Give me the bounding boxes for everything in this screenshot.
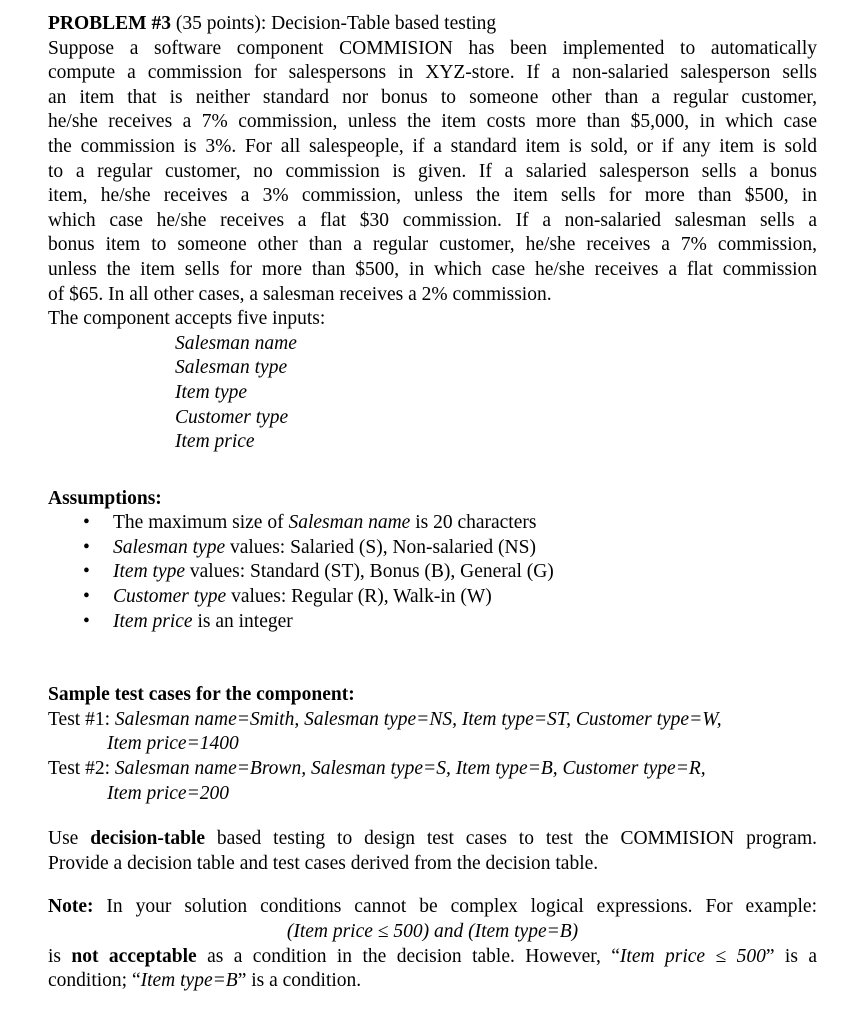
- task-line: [48, 827, 817, 852]
- input-item: Item type: [175, 381, 248, 403]
- intro-line: which case he/she receives a flat $30 commission. If a non-salaried salesman sells a: [48, 209, 817, 231]
- intro-line: of $65. In all other cases, a salesman receives a 2% commission.: [48, 283, 552, 305]
- assumption-item: [48, 536, 817, 561]
- assumption-text: values: Regular (R), Walk-in (W): [226, 586, 492, 608]
- task-line: Provide a decision table and test cases derived from the decision table.: [48, 852, 599, 874]
- assumption-text: values: Salaried (S), Non-salaried (NS): [225, 536, 536, 558]
- task-text: based testing to design test cases to test the COMMISION program.: [205, 828, 818, 850]
- assumption-term: Salesman type: [113, 536, 226, 558]
- note-paragraph: [48, 895, 817, 993]
- test-case-line: [48, 708, 817, 733]
- assumption-item: [48, 511, 817, 536]
- sample-tests-heading: Sample test cases for the component:: [48, 684, 355, 706]
- note-emphasis: not acceptable: [71, 945, 197, 967]
- input-item: Customer type: [175, 406, 289, 428]
- intro-paragraph: [48, 37, 817, 308]
- note-closing-line: [48, 969, 817, 994]
- inputs-list: [48, 332, 817, 455]
- test-case-label: Test #1:: [48, 708, 115, 730]
- note-text: ” is a condition.: [237, 970, 362, 992]
- input-item: Salesman type: [175, 357, 288, 379]
- note-closing-line: [48, 945, 817, 970]
- intro-line: Suppose a software component COMMISION has been implemented to automatically: [48, 37, 817, 59]
- note-condition-term: Item type=B: [140, 970, 238, 992]
- test-case-continuation: Item price=1400: [107, 733, 239, 755]
- test-case-line: [48, 757, 817, 782]
- task-paragraph: [48, 827, 817, 876]
- assumption-text: is an integer: [192, 610, 293, 632]
- assumption-term: Item price: [113, 610, 193, 632]
- test-case-values: Salesman name=Smith, Salesman type=NS, Item type=ST, Customer type=W,: [114, 708, 722, 730]
- note-text: as a condition in the decision table. However, “: [196, 945, 620, 967]
- note-condition-term: Item price ≤ 500: [619, 945, 766, 967]
- intro-line: to a regular customer, no commission is given. If a salaried salesperson sells a bonus: [48, 160, 817, 182]
- note-label: Note:: [48, 896, 94, 918]
- intro-line: item, he/she receives a 3% commission, unless the item sells for more than $500, in: [48, 185, 817, 207]
- note-text: condition; “: [48, 970, 141, 992]
- intro-line: the commission is 3%. For all salespeople, if a standard item is sold, or if any item is sold: [48, 135, 817, 157]
- assumption-item: [48, 560, 817, 585]
- input-item: Salesman name: [175, 332, 297, 354]
- test-cases: [48, 708, 817, 806]
- assumption-text: values: Standard (ST), Bonus (B), General (G): [185, 561, 554, 583]
- note-example: (Item price ≤ 500) and (Item type=B): [286, 921, 579, 942]
- assumption-text: is 20 characters: [410, 512, 537, 534]
- problem-title-suffix: (35 points): Decision-Table based testing: [170, 13, 497, 34]
- assumption-item: [48, 610, 817, 635]
- test-case-continuation: Item price=200: [107, 782, 229, 804]
- assumption-term: Item type: [113, 561, 186, 583]
- task-emphasis: decision-table: [90, 828, 206, 850]
- intro-line: bonus item to someone other than a regular customer, he/she receives a 7% commission,: [48, 234, 817, 256]
- assumption-term: Customer type: [113, 586, 227, 608]
- input-item: Item price: [175, 431, 255, 453]
- test-case-label: Test #2:: [48, 758, 115, 780]
- problem-title-number: PROBLEM #3: [48, 13, 171, 34]
- note-text: In your solution conditions cannot be complex logical expressions. For example:: [93, 896, 817, 918]
- intro-line: an item that is neither standard nor bonus to someone other than a regular customer,: [48, 86, 817, 108]
- intro-line: unless the item sells for more than $500, in which case he/she receives a flat commission: [48, 258, 817, 280]
- test-case-values: Salesman name=Brown, Salesman type=S, Item type=B, Customer type=R,: [114, 758, 706, 780]
- note-text: is: [48, 945, 72, 967]
- task-text: Use: [48, 828, 91, 850]
- assumption-item: [48, 585, 817, 610]
- inputs-intro: The component accepts five inputs:: [48, 308, 326, 330]
- problem-title: [48, 12, 817, 37]
- assumption-term: Salesman name: [288, 512, 411, 534]
- note-line: [48, 895, 817, 920]
- note-text: ” is a: [765, 945, 817, 967]
- intro-line: compute a commission for salespersons in XYZ-store. If a non-salaried salesperson sells: [48, 62, 817, 84]
- assumptions-list: [48, 511, 817, 634]
- assumption-text: The maximum size of: [113, 512, 289, 534]
- assumptions-heading: Assumptions:: [48, 487, 162, 509]
- intro-line: he/she receives a 7% commission, unless the item costs more than $5,000, in which case: [48, 111, 817, 133]
